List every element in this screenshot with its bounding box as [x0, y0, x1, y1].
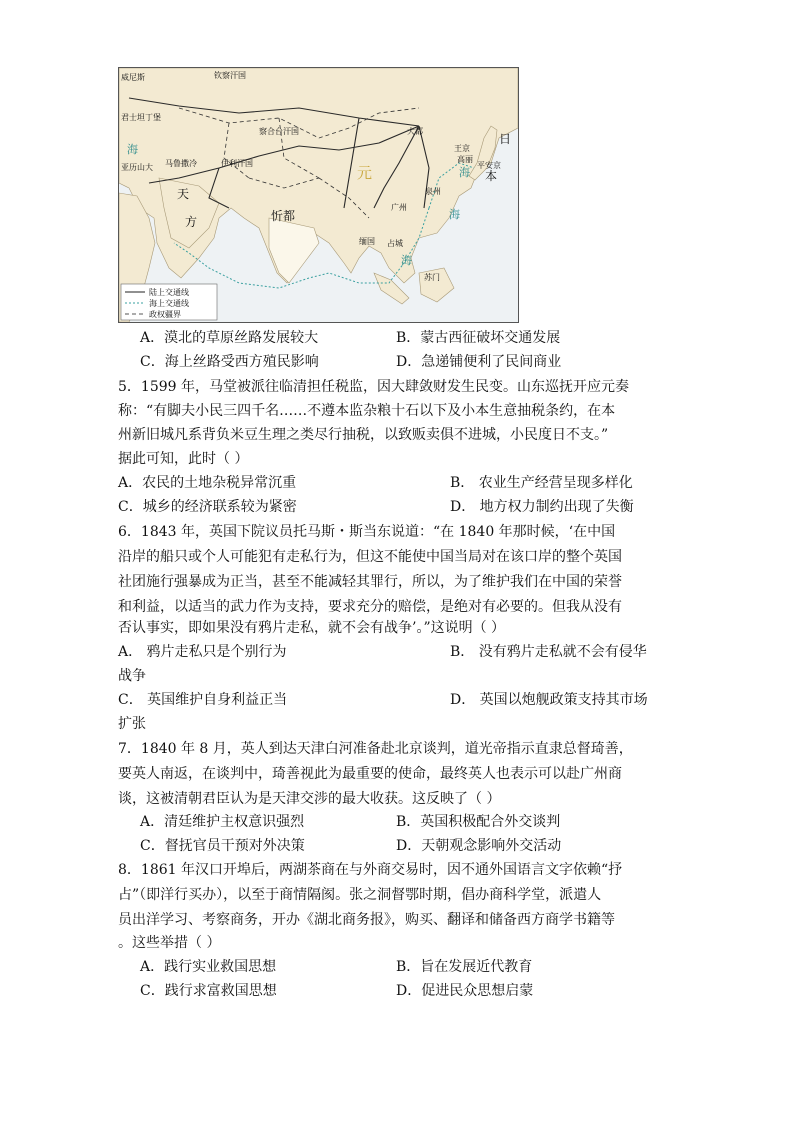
- q8-option-c: C．践行求富救国思想: [140, 983, 277, 999]
- label-tian: 天: [177, 187, 190, 201]
- q5-stem-line-4: 据此可知，此时（ ）: [118, 451, 249, 467]
- label-guangzhou: 广州: [391, 203, 407, 212]
- q6-option-b-cont: 战争: [118, 668, 146, 684]
- q7-stem-line-2: 要英人南返，在谈判中，琦善视此为最重要的使命，最终英人也表示可以赴广州商: [118, 766, 622, 782]
- label-ri: 日: [499, 132, 512, 146]
- q7-stem-line-1: 7．1840 年 8 月，英人到达天津白河准备赴北京谈判，道光帝指示直隶总督琦善，: [118, 741, 633, 757]
- label-yuan: 元: [357, 164, 373, 182]
- q5-option-a: A．农民的土地杂税异常沉重: [118, 475, 297, 491]
- q4-option-d: D．急递铺便利了民间商业: [396, 354, 562, 370]
- label-dadu: 大都: [407, 127, 423, 136]
- q6-stem-line-4: 和利益，以适当的武力作为支持，要求充分的赔偿，是绝对有必要的。但我从没有: [118, 599, 622, 615]
- label-quanzhou: 泉州: [425, 187, 441, 196]
- legend-sea-route: 海上交通线: [149, 299, 189, 308]
- q8-option-b: B．旨在发展近代教育: [396, 959, 533, 975]
- label-gaoli: 高丽: [457, 155, 473, 164]
- q8-option-a: A．践行实业救国思想: [140, 959, 277, 975]
- q6-option-d: D． 英国以炮舰政策支持其市场: [450, 692, 648, 708]
- q4-option-b: B．蒙古西征破坏交通发展: [396, 330, 561, 346]
- q6-option-b: B． 没有鸦片走私就不会有侵华: [450, 644, 647, 660]
- label-junshitanding: 君士坦丁堡: [121, 113, 161, 122]
- label-sea-3: 海: [401, 254, 412, 267]
- q6-stem-line-2: 沿岸的船只或个人可能犯有走私行为，但这不能使中国当局对在该口岸的整个英国: [118, 549, 622, 565]
- q6-option-c: C． 英国维护自身利益正当: [118, 692, 288, 708]
- label-sea-4: 海: [127, 143, 138, 156]
- label-yindu: 忻都: [271, 209, 296, 223]
- q8-stem-line-4: 。这些举措（ ）: [118, 935, 221, 951]
- yuan-dynasty-map: [118, 67, 519, 323]
- q5-option-b: B． 农业生产经营呈现多样化: [450, 475, 633, 491]
- label-mian: 缅国: [359, 237, 375, 246]
- q7-option-d: D．天朝观念影响外交活动: [396, 838, 562, 854]
- label-wangjing: 王京: [454, 144, 470, 153]
- legend-land-route: 陆上交通线: [149, 288, 189, 297]
- label-sea-2: 海: [449, 208, 460, 221]
- label-ben: 本: [485, 169, 498, 183]
- q6-stem-line-5: 否认事实，即如果没有鸦片走私，就不会有战争’。”这说明（ ）: [118, 620, 506, 636]
- q8-stem-line-1: 8．1861 年汉口开埠后，两湖茶商在与外商交易时，因不通外国语言文字依赖“抒: [118, 862, 623, 878]
- map-graphic: [119, 68, 518, 322]
- q6-stem-line-1: 6．1843 年，英国下院议员托马斯・斯当东说道：“在 1840 年那时候，‘在中国: [118, 524, 616, 540]
- label-weinisi: 威尼斯: [121, 73, 145, 82]
- q5-stem-line-1: 5．1599 年，马堂被派往临清担任税监，因大肆敛财发生民变。山东巡抚开应元奏: [118, 379, 629, 395]
- q8-stem-line-2: 占”（即洋行买办），以至于商情隔阂。张之洞督鄂时期，倡办商科学堂，派遣人: [118, 887, 602, 903]
- label-fang: 方: [185, 215, 198, 229]
- label-pingan: 平安京: [477, 161, 501, 170]
- q5-option-c: C．城乡的经济联系较为紧密: [118, 499, 297, 515]
- label-zhancheng: 占城: [387, 239, 403, 248]
- label-maluluo: 马鲁撒冷: [165, 159, 197, 168]
- label-chahetai: 察合台汗国: [259, 127, 299, 136]
- q7-option-b: B．英国积极配合外交谈判: [396, 814, 561, 830]
- label-sea-1: 海: [459, 166, 470, 179]
- label-sumen: 苏门: [424, 273, 440, 282]
- q4-option-c: C．海上丝路受西方殖民影响: [140, 354, 319, 370]
- label-yalishanda: 亚历山大: [121, 163, 153, 172]
- q5-option-d: D． 地方权力制约出现了失衡: [450, 499, 634, 515]
- label-qincha: 钦察汗国: [214, 71, 246, 80]
- q6-stem-line-3: 社团施行强暴成为正当，甚至不能减轻其罪行，所以，为了维护我们在中国的荣誉: [118, 574, 622, 590]
- q6-option-a: A． 鸦片走私只是个别行为: [118, 644, 287, 660]
- q7-option-a: A．清廷维护主权意识强烈: [140, 814, 305, 830]
- q7-stem-line-3: 谈，这被清朝君臣认为是天津交涉的最大收获。这反映了（ ）: [118, 791, 501, 807]
- q5-stem-line-2: 称：“有脚夫小民三四千名……不遵本监杂粮十石以下及小本生意抽税条约，在本: [118, 403, 616, 419]
- q8-option-d: D．促进民众思想启蒙: [396, 983, 534, 999]
- q6-option-d-cont: 扩张: [118, 716, 146, 732]
- q5-stem-line-3: 州新旧城凡系背负米豆生理之类尽行抽税，以致贩卖俱不进城，小民度日不支。”: [118, 427, 609, 443]
- q4-option-a: A．漠北的草原丝路发展较大: [140, 330, 319, 346]
- q8-stem-line-3: 员出洋学习、考察商务，开办《湖北商务报》，购买、翻译和储备西方商学书籍等: [118, 912, 615, 928]
- label-yili: 伊利汗国: [221, 159, 253, 168]
- legend-border: 政权疆界: [149, 310, 181, 319]
- q7-option-c: C．督抚官员干预对外决策: [140, 838, 305, 854]
